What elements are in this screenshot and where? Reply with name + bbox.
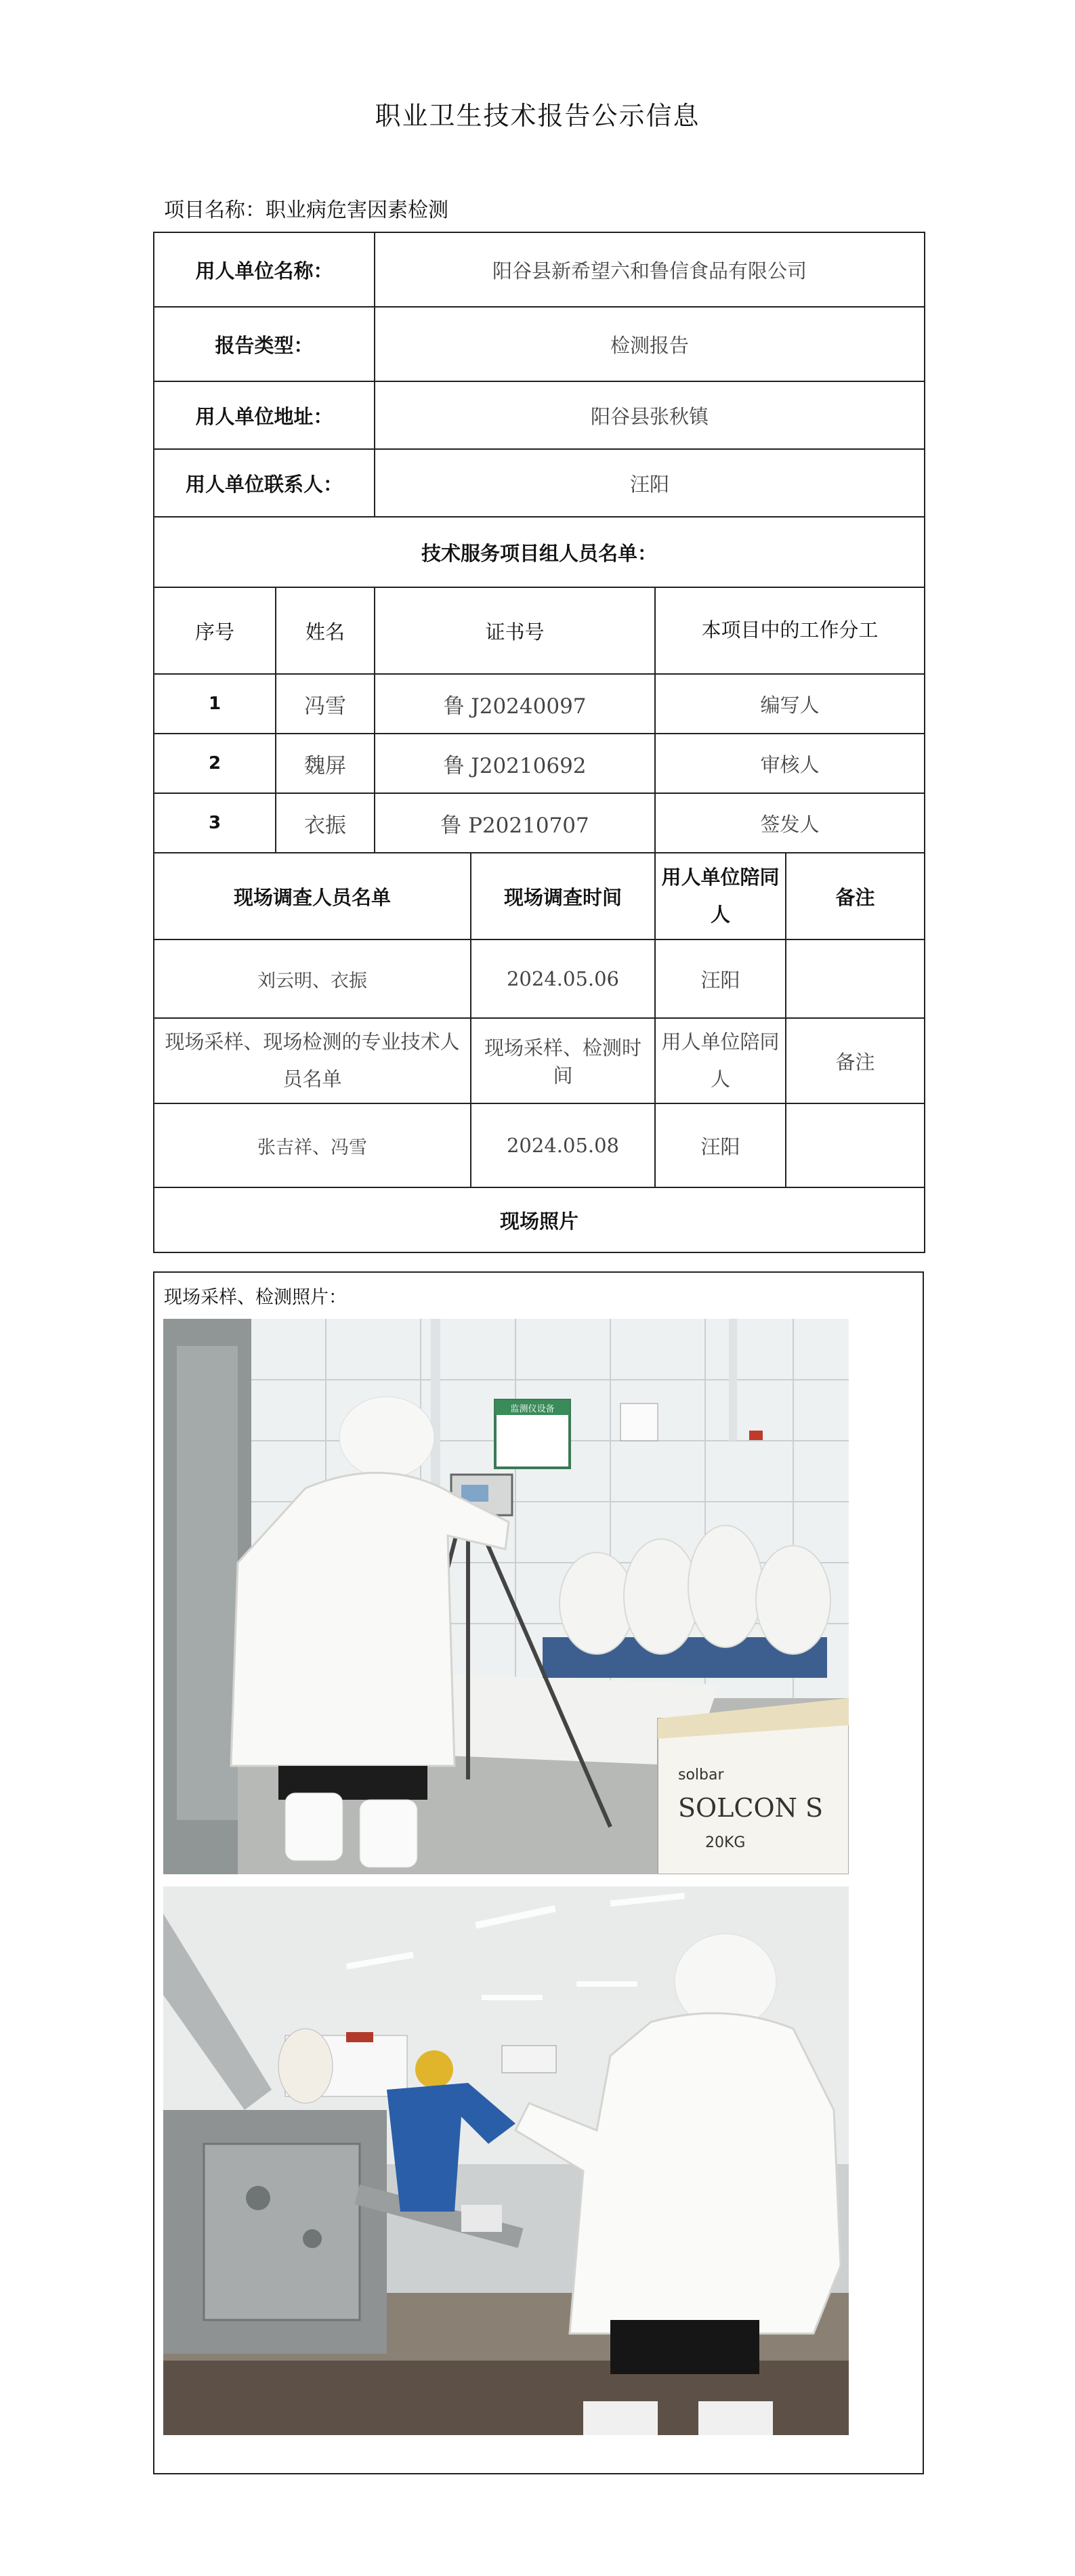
contact-value: 汪阳 [375,449,925,517]
report-type-value: 检测报告 [375,307,925,381]
info-row-company [154,232,925,307]
survey-row [154,939,925,1018]
team-row [154,734,925,793]
team-role: 签发人 [655,793,925,853]
address-value: 阳谷县张秋镇 [375,381,925,449]
sampling-names: 张吉祥、冯雪 [154,1103,471,1187]
survey-header-companion: 用人单位陪同人 [655,853,786,939]
info-row-address [154,381,925,449]
site-photo-sampling [163,1319,849,1874]
sampling-note [786,1103,925,1187]
team-role: 编写人 [655,674,925,734]
address-label: 用人单位地址： [154,381,375,449]
info-row-contact [154,449,925,517]
sampling-header-row [154,1018,925,1103]
team-no: 1 [154,674,276,734]
sampling-row [154,1103,925,1187]
info-row-report-type [154,307,925,381]
page-title: 职业卫生技术报告公示信息 [375,101,700,131]
bag-name-text: SOLCON S [678,1793,824,1823]
company-value: 阳谷县新希望六和鲁信食品有限公司 [375,232,925,307]
bag-weight-text: 20KG [705,1834,746,1851]
report-type-label: 报告类型： [154,307,375,381]
survey-header-note: 备注 [786,853,925,939]
team-header-cert: 证书号 [375,587,655,674]
project-name: 项目名称：职业病危害因素检测 [164,198,448,222]
wall-sign-text: 监测仪设备 [510,1404,555,1414]
survey-companion: 汪阳 [655,939,786,1018]
photo-section [153,1271,924,2474]
photos-heading: 现场照片 [154,1187,925,1252]
sampling-header-names: 现场采样、现场检测的专业技术人员名单 [154,1018,471,1103]
team-name: 衣振 [276,793,375,853]
site-photo-detection [163,1886,849,2435]
team-row [154,793,925,853]
sampling-header-companion: 用人单位陪同人 [655,1018,786,1103]
team-name: 冯雪 [276,674,375,734]
survey-header-row [154,853,925,939]
team-cert: 鲁 J20240097 [375,674,655,734]
team-cert: 鲁 J20210692 [375,734,655,793]
sampling-header-date: 现场采样、检测时间 [471,1018,655,1103]
team-row [154,674,925,734]
sampling-date: 2024.05.08 [471,1103,655,1187]
team-heading: 技术服务项目组人员名单： [154,517,925,587]
photos-heading-row [154,1187,925,1252]
team-header-row [154,587,925,674]
report-info-table [153,232,925,1253]
sampling-companion: 汪阳 [655,1103,786,1187]
survey-header-names: 现场调查人员名单 [154,853,471,939]
team-no: 2 [154,734,276,793]
team-heading-row [154,517,925,587]
sampling-header-note: 备注 [786,1018,925,1103]
company-label: 用人单位名称： [154,232,375,307]
survey-header-date: 现场调查时间 [471,853,655,939]
team-header-role: 本项目中的工作分工 [655,587,925,674]
survey-note [786,939,925,1018]
team-name: 魏屏 [276,734,375,793]
team-cert: 鲁 P20210707 [375,793,655,853]
team-no: 3 [154,793,276,853]
photo-caption: 现场采样、检测照片： [164,1287,347,1308]
survey-names: 刘云明、衣振 [154,939,471,1018]
team-header-no: 序号 [154,587,276,674]
team-role: 审核人 [655,734,925,793]
bag-brand-text: solbar [678,1767,724,1783]
survey-date: 2024.05.06 [471,939,655,1018]
team-header-name: 姓名 [276,587,375,674]
contact-label: 用人单位联系人： [154,449,375,517]
